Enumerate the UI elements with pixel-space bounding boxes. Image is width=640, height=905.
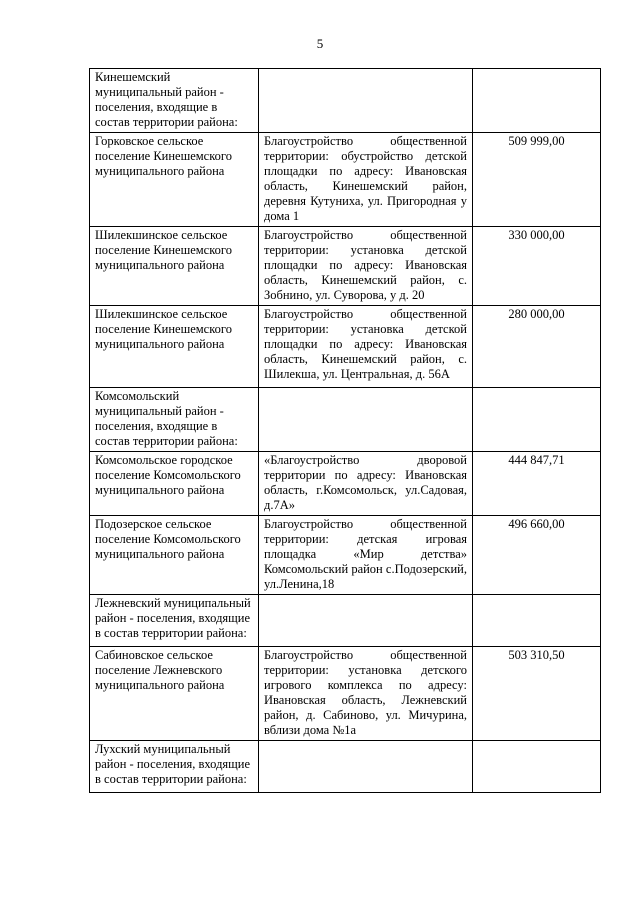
district-name-cell: Кинешемский муниципальный район - поселения, входящие в состав территории района: <box>90 69 259 133</box>
settlement-name-cell: Подозерское сельское поселение Комсомольского муниципального района <box>90 516 259 595</box>
table-row <box>90 647 601 741</box>
district-name-cell: Лежневский муниципальный район - поселения, входящие в состав территории района: <box>90 595 259 647</box>
description-cell <box>259 388 473 452</box>
description-cell <box>259 69 473 133</box>
table-row <box>90 306 601 388</box>
amount-cell: 444 847,71 <box>473 452 601 516</box>
table-row-district <box>90 69 601 133</box>
description-cell: Благоустройство общественной территории: установка детского игрового комплекса по адресу: Ивановская область, Лежневский район, д. Сабиново, ул. Мичурина, вблизи дома №1а <box>259 647 473 741</box>
table-row-district <box>90 388 601 452</box>
description-cell: Благоустройство общественной территории: детская игровая площадка «Мир детства» Комсомольский район с.Подозерский, ул.Ленина,18 <box>259 516 473 595</box>
amount-cell: 280 000,00 <box>473 306 601 388</box>
amount-cell: 496 660,00 <box>473 516 601 595</box>
settlement-name-cell: Сабиновское сельское поселение Лежневского муниципального района <box>90 647 259 741</box>
table-row <box>90 516 601 595</box>
description-cell: Благоустройство общественной территории: обустройство детской площадки по адресу: Ивановская область, Кинешемский район, деревня Кутуниха, ул. Пригородная у дома 1 <box>259 133 473 227</box>
amount-cell <box>473 595 601 647</box>
settlement-name-cell: Шилекшинское сельское поселение Кинешемского муниципального района <box>90 227 259 306</box>
amount-cell <box>473 388 601 452</box>
settlement-name-cell: Шилекшинское сельское поселение Кинешемского муниципального района <box>90 306 259 388</box>
page-number: 5 <box>316 36 324 51</box>
description-cell: «Благоустройство дворовой территории по адресу: Ивановская область, г.Комсомольск, ул.Садовая, д.7А» <box>259 452 473 516</box>
amount-cell: 503 310,50 <box>473 647 601 741</box>
settlement-name-cell: Горковское сельское поселение Кинешемского муниципального района <box>90 133 259 227</box>
amount-cell <box>473 741 601 793</box>
table-row-district <box>90 741 601 793</box>
settlements-table <box>89 68 601 793</box>
description-cell: Благоустройство общественной территории: установка детской площадки по адресу: Ивановская область, Кинешемский район, с. Шилекша, ул. Центральная, д. 56А <box>259 306 473 388</box>
table-row-district <box>90 595 601 647</box>
description-cell: Благоустройство общественной территории: установка детской площадки по адресу: Ивановская область, Кинешемский район, с. Зобнино, ул. Суворова, у д. 20 <box>259 227 473 306</box>
district-name-cell: Лухский муниципальный район - поселения, входящие в состав территории района: <box>90 741 259 793</box>
settlement-name-cell: Комсомольское городское поселение Комсомольского муниципального района <box>90 452 259 516</box>
description-cell <box>259 741 473 793</box>
district-name-cell: Комсомольский муниципальный район - поселения, входящие в состав территории района: <box>90 388 259 452</box>
table-row <box>90 133 601 227</box>
amount-cell: 330 000,00 <box>473 227 601 306</box>
table-row <box>90 452 601 516</box>
description-cell <box>259 595 473 647</box>
amount-cell <box>473 69 601 133</box>
table-row <box>90 227 601 306</box>
amount-cell: 509 999,00 <box>473 133 601 227</box>
